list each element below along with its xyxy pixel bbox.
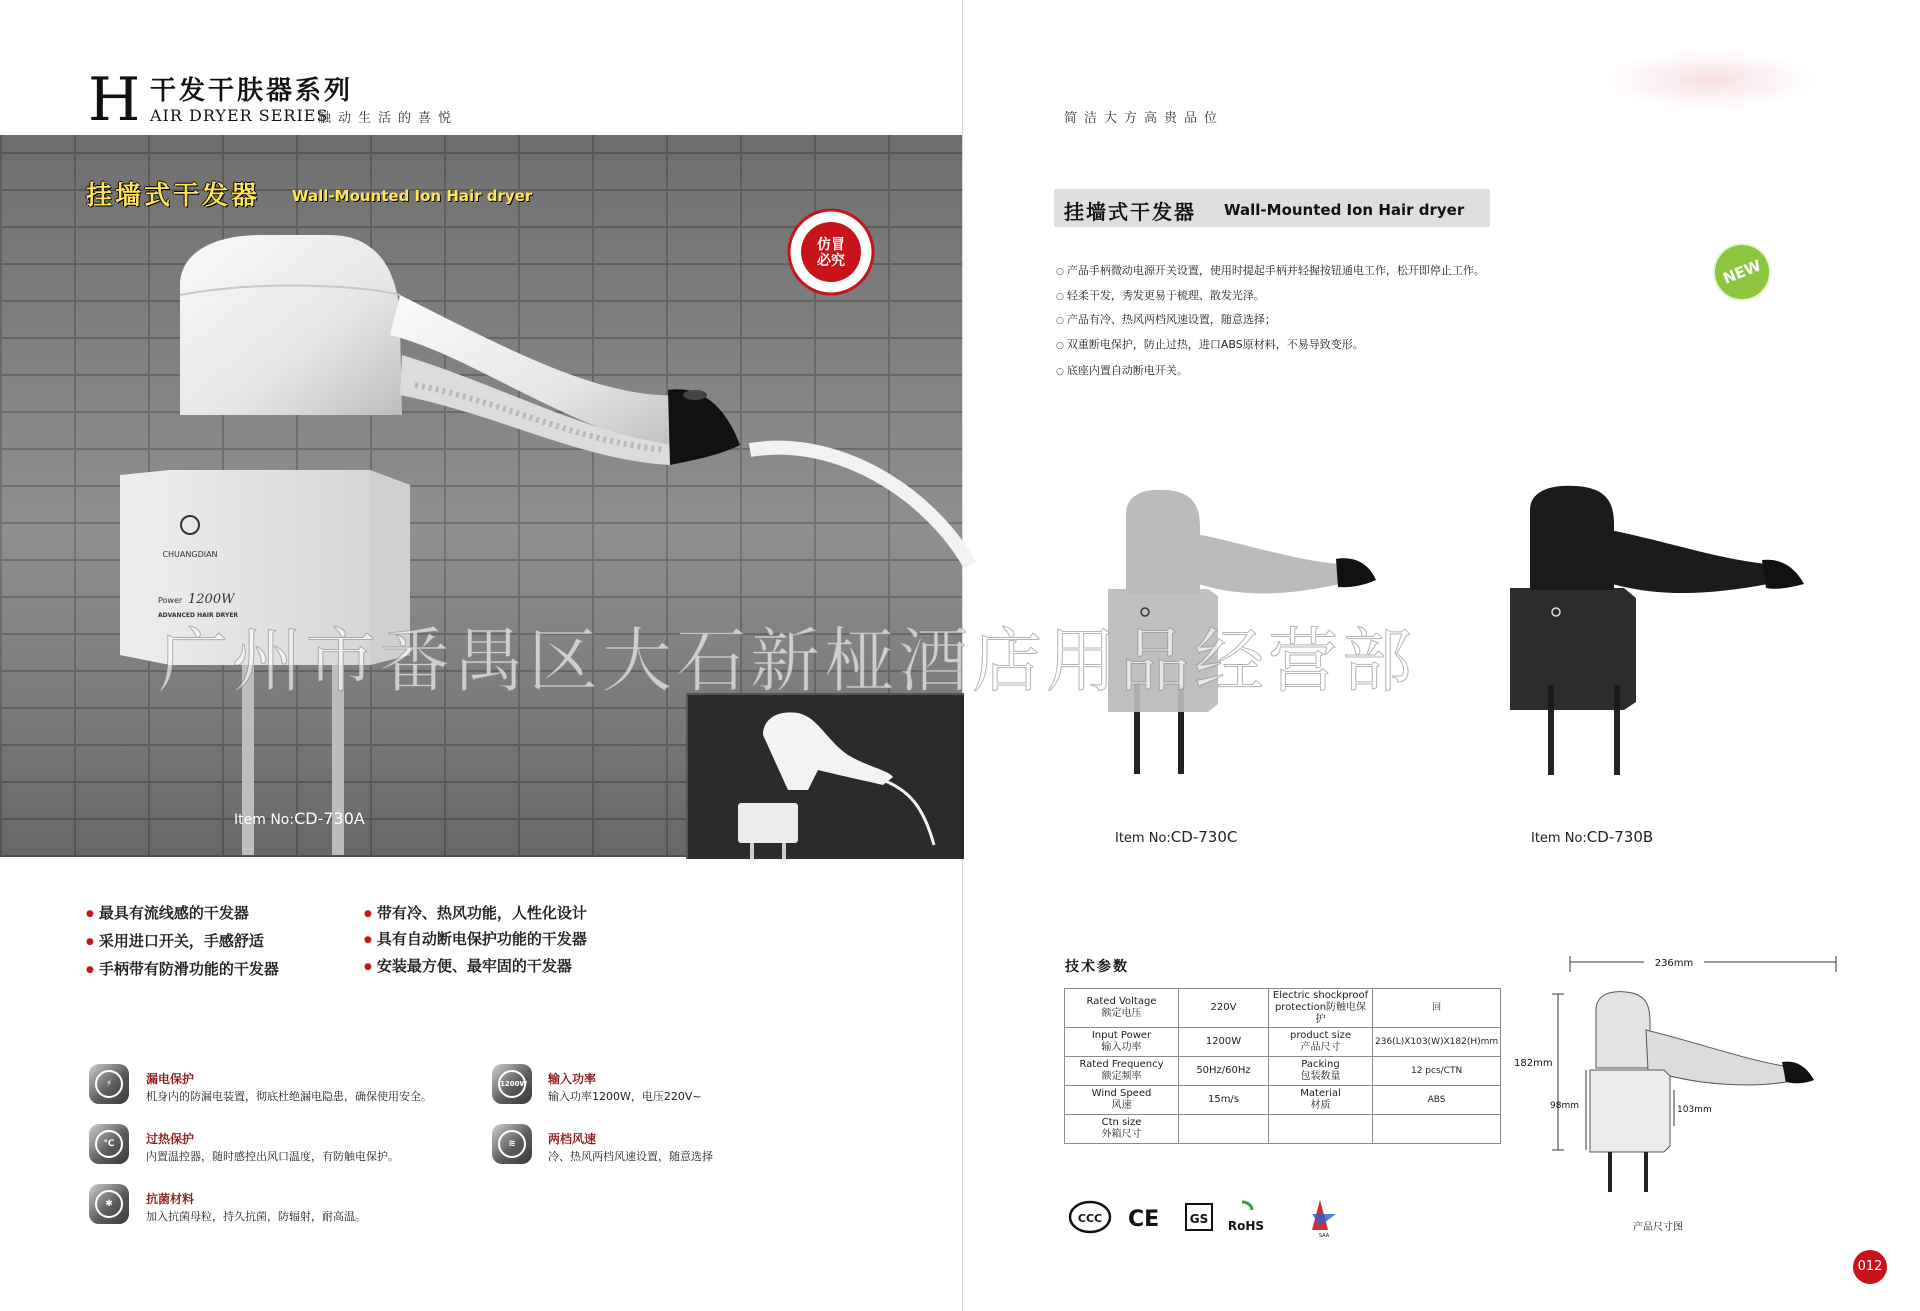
hero-title-en: Wall-Mounted Ion Hair dryer xyxy=(292,187,533,205)
product-power-label: Power xyxy=(158,596,183,605)
spec-cell: 回 xyxy=(1373,989,1501,1028)
seal-text-line2: 必究 xyxy=(817,253,845,269)
variant-item-number xyxy=(1531,828,1653,846)
dim-width: 236mm xyxy=(1654,958,1694,969)
spec-cell: 15m/s xyxy=(1179,1086,1269,1115)
new-badge-text: NEW xyxy=(1720,256,1764,288)
model-title-en: Wall-Mounted Ion Hair dryer xyxy=(1224,201,1465,219)
hero-item-number xyxy=(234,809,365,828)
spec-cell: 50Hz/60Hz xyxy=(1179,1057,1269,1086)
model-description: ○ 产品手柄微动电源开关设置，使用时提起手柄并轻握按钮通电工作，松开即停止工作。 xyxy=(1056,262,1485,278)
card-title: 过热保护 xyxy=(146,1132,195,1146)
svg-text:RoHS: RoHS xyxy=(1227,1219,1265,1233)
spec-cell: Packing 包装数量 xyxy=(1269,1057,1373,1086)
decorative-glow xyxy=(1600,50,1820,110)
feature-bullet: ● 采用进口开关，手感舒适 xyxy=(86,930,264,951)
card-title: 漏电保护 xyxy=(146,1072,195,1086)
model-description: ○ 底座内置自动断电开关。 xyxy=(1056,362,1188,378)
antibacterial-icon: ✱ xyxy=(89,1184,129,1224)
card-desc: 机身内的防漏电装置，彻底杜绝漏电隐患，确保使用安全。 xyxy=(146,1090,432,1103)
spec-cell: Rated Voltage 额定电压 xyxy=(1065,989,1179,1028)
feature-bullet: ● 安装最方便、最牢固的干发器 xyxy=(364,955,572,976)
watermark-text: 广州市番禺区大石新桠酒店用品经营部 xyxy=(158,620,1416,702)
ce-icon xyxy=(1128,1207,1159,1232)
spec-cell: Electric shockproof protection防触电保护 xyxy=(1269,989,1373,1028)
series-title-cn: 干发干肤器系列 xyxy=(150,76,354,106)
spec-row xyxy=(1065,1057,1501,1086)
seal-text-line1: 仿冒 xyxy=(817,237,845,253)
feature-bullet: ● 具有自动断电保护功能的干发器 xyxy=(364,928,587,949)
certification-logos xyxy=(1066,1196,1346,1238)
lightning-shield-icon: ⚡ xyxy=(89,1064,129,1104)
spec-cell: Material 材质 xyxy=(1269,1086,1373,1115)
spec-cell: product size 产品尺寸 xyxy=(1269,1028,1373,1057)
spec-row xyxy=(1065,1115,1501,1144)
model-description: ○ 产品有冷、热风两档风速设置，随意选择； xyxy=(1056,311,1276,327)
product-power-value: 1200W xyxy=(188,592,235,607)
inset-dryer-icon xyxy=(688,695,964,859)
spec-cell xyxy=(1269,1115,1373,1144)
dimension-drawing xyxy=(1514,950,1846,1240)
spec-cell: Input Power 输入功率 xyxy=(1065,1028,1179,1057)
variant-item-code: CD-730C xyxy=(1170,828,1238,846)
power-rating-icon: 1200W xyxy=(492,1064,532,1104)
spec-cell: Rated Frequency 额定频率 xyxy=(1065,1057,1179,1086)
hero-item-code: CD-730A xyxy=(294,809,365,828)
dim-depth: 103mm xyxy=(1677,1105,1712,1115)
variant-item-code: CD-730B xyxy=(1586,828,1654,846)
feature-bullet: ● 手柄带有防滑功能的干发器 xyxy=(86,958,279,979)
series-title-en: AIR DRYER SERIES xyxy=(150,106,329,125)
slogan-right: 简洁大方高贵品位 xyxy=(1064,111,1225,126)
inset-photo xyxy=(686,693,964,859)
spec-cell: 220V xyxy=(1179,989,1269,1028)
spec-cell: Wind Speed 风速 xyxy=(1065,1086,1179,1115)
card-desc: 输入功率1200W，电压220V~ xyxy=(548,1090,702,1103)
card-title: 输入功率 xyxy=(548,1072,597,1086)
dim-base-height: 98mm xyxy=(1550,1101,1579,1111)
page-number: 012 xyxy=(1853,1250,1887,1284)
spec-cell: 12 pcs/CTN xyxy=(1373,1057,1501,1086)
hero-brick-wall xyxy=(0,135,962,857)
spec-cell: Ctn size 外箱尺寸 xyxy=(1065,1115,1179,1144)
dim-height: 182mm xyxy=(1514,1058,1553,1069)
svg-text:SAA: SAA xyxy=(1318,1233,1330,1239)
spec-row xyxy=(1065,1086,1501,1115)
svg-text:GS: GS xyxy=(1189,1212,1209,1226)
gs-icon xyxy=(1186,1204,1212,1230)
new-badge-icon xyxy=(1712,242,1772,302)
model-description: ○ 双重断电保护，防止过热，进口ABS原材料，不易导致变形。 xyxy=(1056,336,1364,352)
variant-item-number xyxy=(1115,828,1237,846)
dim-caption: 产品尺寸图 xyxy=(1633,1222,1683,1233)
hero-item-prefix: Item No: xyxy=(234,812,295,828)
card-desc: 冷、热风两档风速设置，随意选择 xyxy=(548,1150,713,1163)
spec-row xyxy=(1065,989,1501,1028)
card-desc: 加入抗菌母粒，持久抗菌，防辐射，耐高温。 xyxy=(146,1210,366,1223)
product-brand-label: CHUANGDIAN xyxy=(162,550,218,559)
model-description: ○ 轻柔干发，秀发更易于梳理、散发光泽。 xyxy=(1056,287,1265,303)
rohs-icon xyxy=(1228,1202,1264,1233)
spec-table xyxy=(1064,988,1501,1144)
card-title: 抗菌材料 xyxy=(146,1192,195,1206)
svg-text:CE: CE xyxy=(1128,1207,1160,1232)
card-title: 两档风速 xyxy=(548,1132,597,1146)
spec-cell: 1200W xyxy=(1179,1028,1269,1057)
thermometer-icon: ℃ xyxy=(89,1124,129,1164)
variant-item-prefix: Item No: xyxy=(1115,831,1171,846)
slogan-left: 触动生活的喜悦 xyxy=(318,111,459,126)
spec-row xyxy=(1065,1028,1501,1057)
variant-dryer-black xyxy=(1504,480,1834,775)
variant-item-prefix: Item No: xyxy=(1531,831,1587,846)
ccc-icon xyxy=(1070,1202,1110,1232)
spec-cell xyxy=(1179,1115,1269,1144)
spec-cell: ABS xyxy=(1373,1086,1501,1115)
fan-speed-icon: ≋ xyxy=(492,1124,532,1164)
hero-title-cn: 挂墙式干发器 xyxy=(86,181,261,211)
feature-bullet: ● 带有冷、热风功能，人性化设计 xyxy=(364,902,587,923)
card-desc: 内置温控器，随时感控出风口温度，有防触电保护。 xyxy=(146,1150,399,1163)
product-tag: ADVANCED HAIR DRYER xyxy=(158,612,239,619)
spec-cell: 236(L)X103(W)X182(H)mm xyxy=(1373,1028,1501,1057)
feature-bullet: ● 最具有流线感的干发器 xyxy=(86,902,249,923)
spec-cell xyxy=(1373,1115,1501,1144)
model-title-cn: 挂墙式干发器 xyxy=(1064,200,1196,224)
brand-letter: H xyxy=(88,65,141,135)
svg-text:CCC: CCC xyxy=(1077,1212,1103,1225)
spec-title: 技术参数 xyxy=(1065,959,1129,975)
saa-icon xyxy=(1312,1200,1336,1239)
